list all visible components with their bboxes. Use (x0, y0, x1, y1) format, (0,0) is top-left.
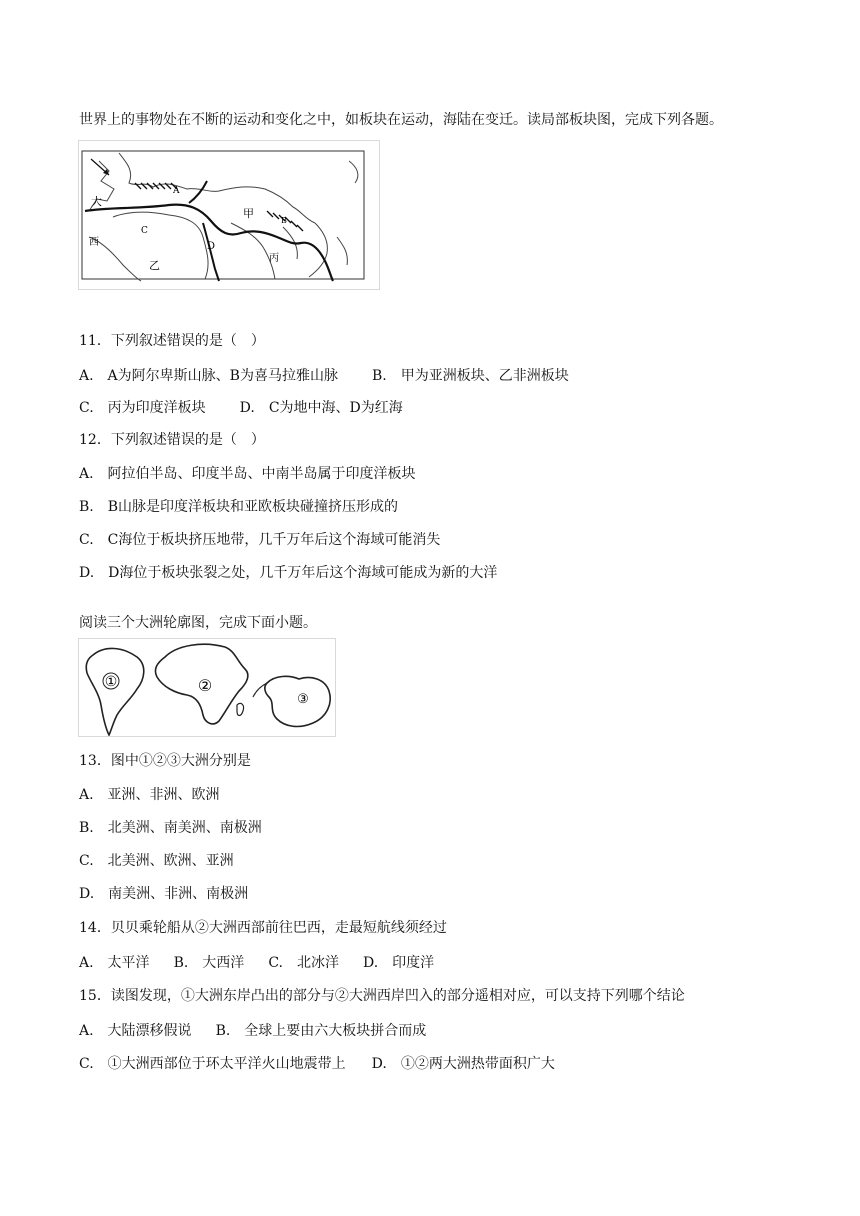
q15-option-c[interactable]: C. ①大洲西部位于环太平洋火山地震带上 (79, 1056, 346, 1072)
q12-option-b[interactable]: B. B山脉是印度洋板块和亚欧板块碰撞挤压形成的 (79, 499, 399, 515)
continent-label-3: ③ (297, 692, 309, 707)
q11-option-b[interactable]: B. 甲为亚洲板块、乙非洲板块 (371, 368, 569, 384)
q12-option-d[interactable]: D. D海位于板块张裂之处，几千万年后这个海域可能成为新的大洋 (79, 565, 498, 581)
intro-text-2: 阅读三个大洲轮廓图，完成下面小题。 (79, 615, 317, 631)
q11-option-c[interactable]: C. 丙为印度洋板块 (79, 400, 206, 416)
q11-option-a[interactable]: A. A为阿尔卑斯山脉、B为喜马拉雅山脉 (79, 368, 338, 384)
continent-label-1: ① (104, 674, 118, 690)
q13-option-d[interactable]: D. 南美洲、非洲、南极洲 (79, 886, 249, 902)
q13-option-c[interactable]: C. 北美洲、欧洲、亚洲 (79, 853, 234, 869)
q14-option-b[interactable]: B. 大西洋 (173, 955, 245, 971)
q13-stem: 13．图中①②③大洲分别是 (79, 753, 251, 769)
map1-label-c: C (141, 226, 148, 236)
q15-stem: 15．读图发现，①大洲东岸凸出的部分与②大洲西岸凹入的部分遥相对应，可以支持下列哪个结论 (79, 988, 685, 1004)
map1-label-b: B (281, 216, 287, 225)
q13-option-b[interactable]: B. 北美洲、南美洲、南极洲 (79, 820, 262, 836)
q15-options-row-1 (79, 1021, 426, 1041)
q11-options-row-2 (79, 398, 403, 418)
q15-option-a[interactable]: A. 大陆漂移假说 (79, 1023, 192, 1039)
south-america-outline (86, 648, 144, 735)
plate-map-svg (79, 141, 379, 289)
map1-label-jia: 甲 (243, 207, 254, 220)
q14-stem: 14．贝贝乘轮船从②大洲西部前往巴西，走最短航线须经过 (79, 920, 447, 936)
map1-label-bing: 丙 (269, 253, 279, 264)
map1-label-a: A (173, 186, 180, 196)
q15-option-b[interactable]: B. 全球上要由六大板块拼合而成 (215, 1023, 427, 1039)
q13-option-a[interactable]: A. 亚洲、非洲、欧洲 (79, 787, 220, 803)
plate-map-figure (78, 140, 380, 290)
continents-svg (79, 639, 335, 736)
q15-option-d[interactable]: D. ①②两大洲热带面积广大 (371, 1056, 555, 1072)
q12-stem: 12．下列叙述错误的是（ ） (79, 432, 265, 448)
intro-text-1: 世界上的事物处在不断的运动和变化之中，如板块在运动，海陆在变迁。读局部板块图，完成下列各题。 (79, 112, 723, 128)
q14-options-row (79, 953, 434, 973)
q11-stem: 11．下列叙述错误的是（ ） (79, 333, 265, 349)
q14-option-d[interactable]: D. 印度洋 (362, 955, 435, 971)
q12-option-c[interactable]: C. C海位于板块挤压地带，几千万年后这个海域可能消失 (79, 532, 441, 548)
q11-option-d[interactable]: D. C为地中海、D为红海 (239, 400, 403, 416)
map1-label-d: D (207, 241, 216, 252)
q14-option-a[interactable]: A. 太平洋 (79, 955, 150, 971)
continents-figure (78, 638, 336, 737)
map1-label-da: 大 (91, 195, 102, 208)
q14-option-c[interactable]: C. 北冰洋 (268, 955, 339, 971)
q11-options-row-1 (79, 366, 569, 386)
map1-label-yi: 乙 (149, 259, 160, 272)
q15-options-row-2 (79, 1054, 555, 1074)
q12-option-a[interactable]: A. 阿拉伯半岛、印度半岛、中南半岛属于印度洋板块 (79, 466, 416, 482)
map1-label-xi: 西 (89, 237, 99, 248)
continent-label-2: ② (197, 676, 213, 695)
